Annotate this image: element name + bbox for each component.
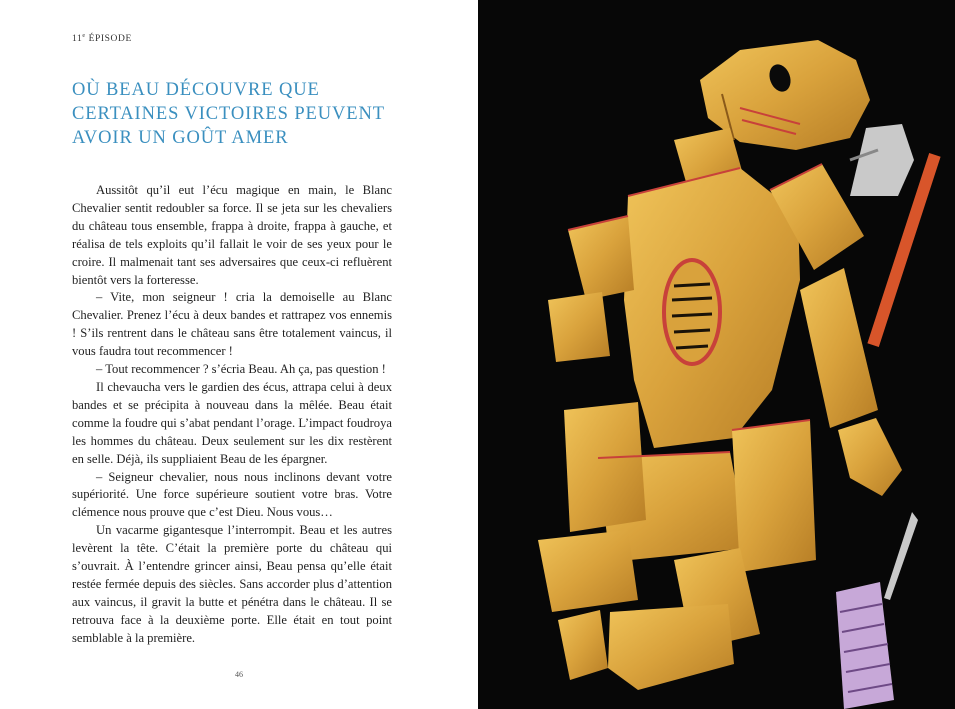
chapter-title-line: AVOIR UN GOÛT AMER <box>72 128 289 148</box>
left-forearm <box>548 292 610 362</box>
episode-suffix: e <box>82 33 86 39</box>
paragraph: Il chevaucha vers le gardien des écus, attrapa celui à deux bandes et se précipita à nouveau dans la mêlée. Beau était comme la foudre qui s’abat pendant l’orage. L’impact foudroya les hommes du château. Deux seulement sur les dix restèrent en selle. Déjà, ils suppliaient Beau de les épargner. <box>72 379 392 466</box>
page-number: 46 <box>235 670 243 679</box>
episode-header <box>72 33 132 44</box>
chapter-title-line: CERTAINES VICTOIRES PEUVENT <box>72 104 385 124</box>
body-text <box>72 182 392 648</box>
left-thigh <box>564 402 646 532</box>
chapter-title-line: OÙ BEAU DÉCOUVRE QUE <box>72 80 320 100</box>
torso-piece <box>624 168 800 448</box>
right-thigh <box>732 420 816 572</box>
chapter-title <box>72 78 402 150</box>
paragraph: – Tout recommencer ? s’écria Beau. Ah ça, pas question ! <box>96 362 386 377</box>
dagger-icon <box>836 512 918 709</box>
episode-number: 11 <box>72 34 83 45</box>
armor-illustration <box>478 0 955 709</box>
paragraph: – Vite, mon seigneur ! cria la demoiselle au Blanc Chevalier. Prenez l’écu à deux bandes et rattrapez vos ennemis ! S’ils rentrent dans le château sans être totalement vaincus, il vous faudra tout recommencer ! <box>72 290 392 359</box>
paragraph: – Seigneur chevalier, nous nous inclinons devant votre supériorité. Une force supérieure soutient votre bras. Votre clémence nous prouve que c’est Dieu. Nous vous… <box>72 469 392 520</box>
illustration-page <box>478 0 955 709</box>
paragraph: Un vacarme gigantesque l’interrompit. Beau et les autres levèrent la tête. C’était la première porte du château qui s’ouvrait. À l’entendre grincer ainsi, Beau pensa qu’elle était restée fermée depuis des siècles. Sans accorder plus d’attention aux vaincus, il gravit la butte et pénétra dans le château. Il se retrouva face à la deuxième porte. Elle était en tout point semblable à la première. <box>72 523 392 645</box>
paragraph: Aussitôt qu’il eut l’écu magique en main, le Blanc Chevalier sentit redoubler sa force. Il se jeta sur les chevaliers du château tous ensemble, frappa à droite, frappa à gauche, et réalisa de tels exploits qu’il fallait le voir de ses yeux pour le croire. Il malmenait tant ses adversaires que ceux-ci refluèrent bientôt vers la forteresse. <box>72 183 392 287</box>
sabaton-piece <box>608 604 734 690</box>
left-greave <box>538 530 638 612</box>
right-forearm <box>800 268 878 428</box>
left-gauntlet <box>558 610 608 680</box>
right-gauntlet <box>838 418 902 496</box>
episode-label: ÉPISODE <box>88 34 132 45</box>
